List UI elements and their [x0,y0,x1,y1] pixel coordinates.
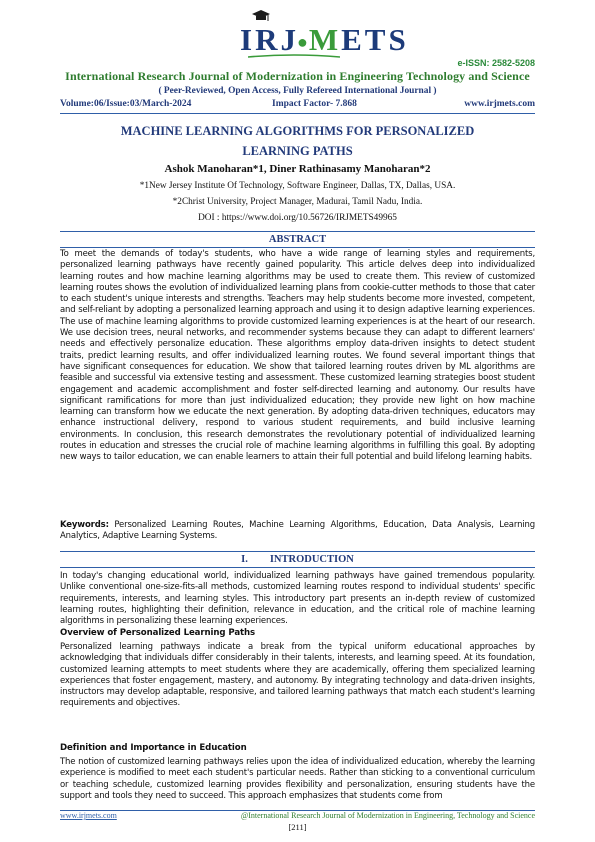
intro-paragraph-1: In today's changing educational world, individualized learning pathways have gained tremendous popularity. Unlike conventional one-size-fits-all methods, customized learning routes respond to individual students' specific requirements, interests, and learning styles. This introductory part presents an in-depth review of customized learning routes, highlighting their definition, relevance in education, and the critical role of machine learning algorithms in personalizing these learning experiences. [60,571,535,627]
subheading-definition: Definition and Importance in Education [60,743,247,753]
article-title: MACHINE LEARNING ALGORITHMS FOR PERSONALIZED LEARNING PATHS [120,124,475,158]
journal-website[interactable]: www.irjmets.com [464,99,535,109]
journal-subtitle: ( Peer-Reviewed, Open Access, Fully Refereed International Journal ) [158,86,437,96]
abstract-text: To meet the demands of today's students, who have a wide range of learning styles and requirements, personalized learning pathways have recently gained popularity. This article delves deep into individualized learning routes and how machine learning algorithms may be used to create them. This review of customized learning routes shows the evolution of individualized learning plans from cookie-cutter methods to those that cater to each student's unique interests and strengths. Teachers may help students become more invested, competent, and self-reliant by adopting a personalized learning approach and using it to design adaptive learning experiences. The use of machine learning algorithms to provide customized learning experiences is at the heart of our research. We use decision trees, neural networks, and recommender systems because they can adapt to different learners' needs and effectively personalize education. These algorithms employ data-driven insights to detect student traits, predict learning results, and offer individualized learning routes. We found several important things that have significant consequences for education. We show that tailored learning routes driven by ML algorithms are feasible and successful via extensive testing and assessment. These customized learning strategies boost student engagement and academic accomplishment and foster self-directed learning and autonomy. Our results have significant ramifications for more than just individualized education; they provide new light on how machine learning can transform how we educate the next generation. By adopting data-driven techniques, educators may enhance instructional delivery, respond to various student requirements, and build inclusive learning environments. In conclusion, this research demonstrates the revolutionary potential of individualized learning routes in education and stresses the crucial role of machine learning algorithms in fulfilling this goal. By adopting new ways to tailor education, we can enable learners to attain their full potential and build lifelong learning habits. [60,249,535,463]
journal-logo [240,10,409,58]
eissn: e-ISSN: 2582-5208 [457,58,535,68]
header-rule [60,113,535,114]
impact-factor: Impact Factor- 7.868 [272,99,357,109]
abstract-heading: ABSTRACT [60,231,535,248]
page-number: [211] [288,822,307,832]
footer-website[interactable]: www.irjmets.com [60,811,117,820]
footer-copyright: @International Research Journal of Modernization in Engineering, Technology and Science [240,811,535,820]
affiliation-2: *2Christ University, Project Manager, Madurai, Tamil Nadu, India. [172,197,423,207]
logo-wordmark: IRJ●METS [240,22,409,57]
doi-link[interactable]: DOI : https://www.doi.org/10.56726/IRJMETS49965 [198,213,397,223]
journal-name: International Research Journal of Modernization in Engineering Technology and Science [65,69,530,83]
affiliation-1: *1New Jersey Institute Of Technology, Software Engineer, Dallas, TX, Dallas, USA. [139,181,456,191]
intro-paragraph-3: The notion of customized learning pathways relies upon the idea of individualized education, whereby the learning experience is modified to meet each student's particular needs. Rather than sticking to a conventional curriculum or teaching schedule, customized learning provides flexibility and personalization, ensuring students have the support and tools they need to succeed. This approach emphasizes that students come from [60,757,535,801]
introduction-heading: I. INTRODUCTION [60,551,535,568]
volume-info: Volume:06/Issue:03/March-2024 [60,99,192,109]
intro-paragraph-2: Personalized learning pathways indicate a break from the typical uniform educational approaches by acknowledging that individuals differ considerably in their talents, interests, and learning speed. At its foundation, customized learning attempts to meet students where they are academically, offering them specialized learning experiences that foster engagement, mastery, and autonomy. By integrating technology and data-driven insights, instructors may develop adaptable, responsive, and tailored learning pathways that match each student's learning requirements and objectives. [60,642,535,709]
volume-row [60,99,535,112]
authors: Ashok Manoharan*1, Diner Rathinasamy Manoharan*2 [164,163,431,175]
logo-swoosh [248,54,340,58]
subheading-overview: Overview of Personalized Learning Paths [60,628,256,638]
keywords: Keywords: Personalized Learning Routes, Machine Learning Algorithms, Education, Data Analysis, Learning Analytics, Adaptive Learning Systems. [60,520,535,542]
